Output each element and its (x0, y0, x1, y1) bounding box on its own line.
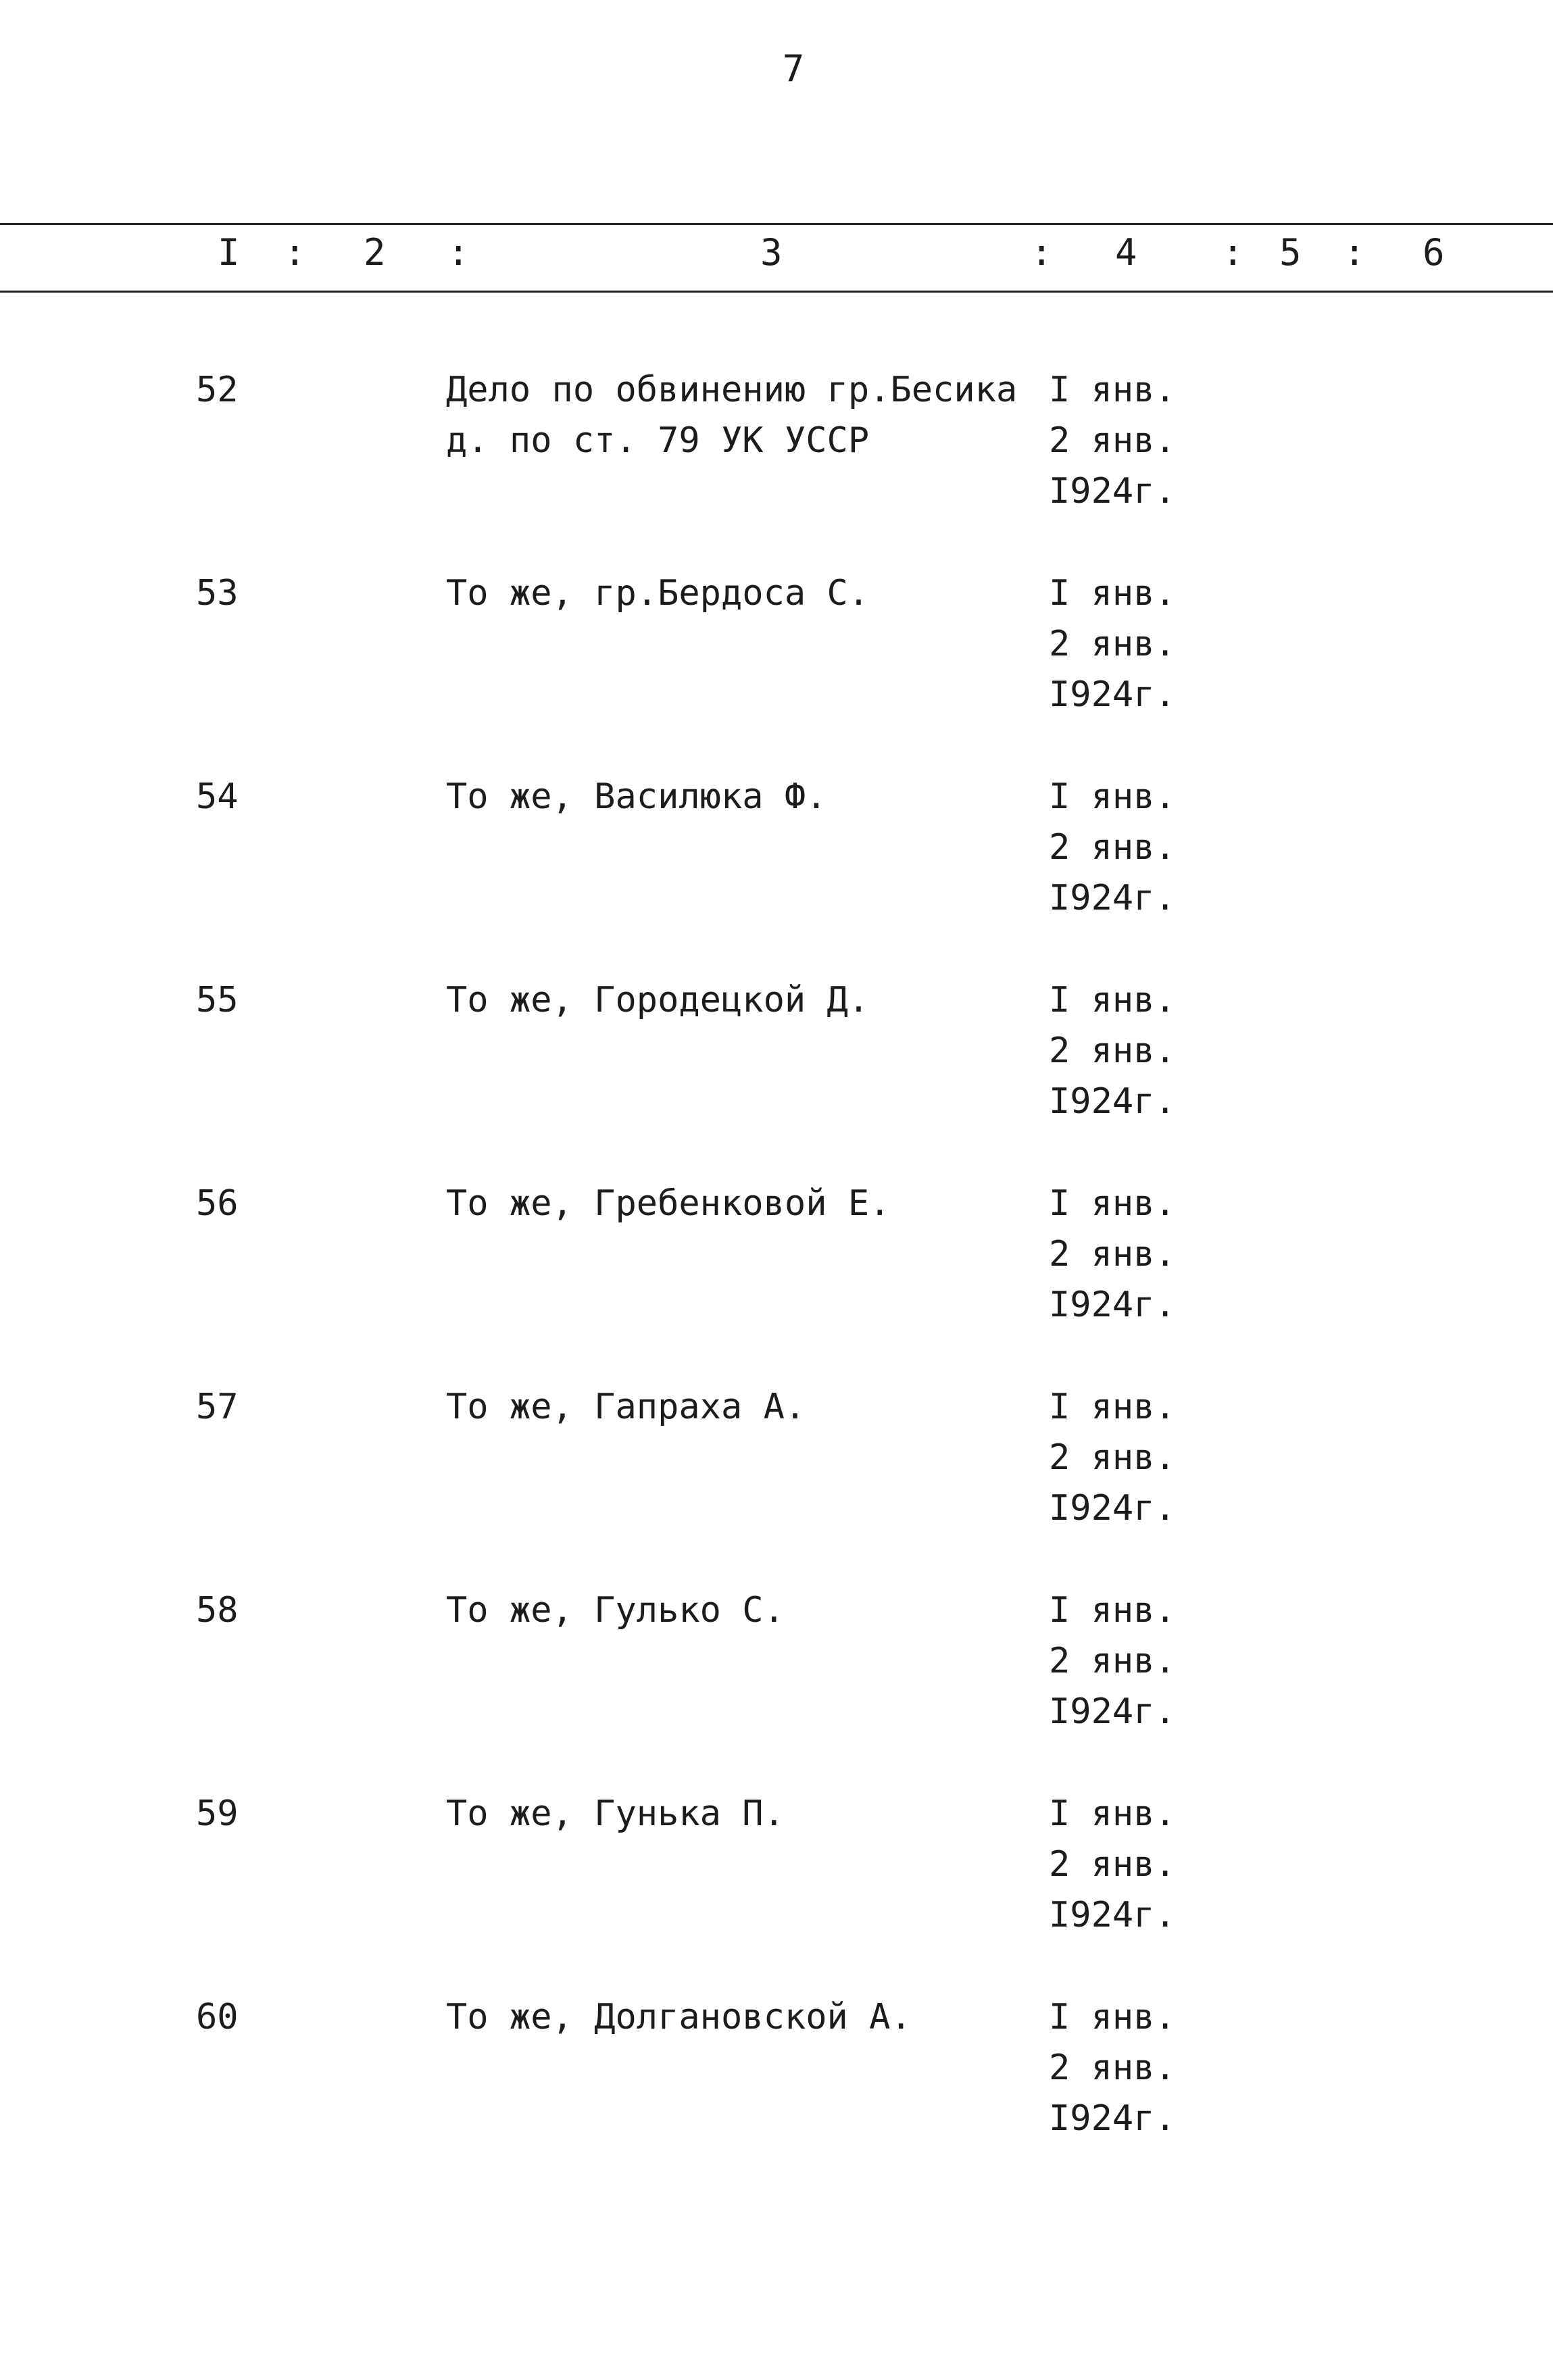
row-dates (1049, 1585, 1176, 1737)
date-line: I янв. (1049, 1387, 1176, 1427)
date-line: I924г. (1049, 1081, 1176, 1122)
description-line: То же, Гребенковой Е. (446, 1183, 891, 1224)
row-dates (1049, 1179, 1176, 1331)
date-line: I924г. (1049, 1691, 1176, 1732)
row-dates (1049, 1382, 1176, 1534)
row-description (446, 1179, 890, 1229)
date-line: 2 янв. (1049, 2048, 1176, 2088)
row-number: 59 (196, 1793, 239, 1834)
header-col-6: 6 (1423, 231, 1445, 274)
header-col-3: 3 (760, 231, 783, 274)
row-dates (1049, 365, 1176, 517)
row-description (446, 1382, 806, 1433)
table-top-rule (0, 223, 1553, 225)
description-line: То же, Василюка Ф. (446, 776, 827, 817)
row-number: 55 (196, 980, 239, 1020)
header-separator: : (447, 231, 470, 274)
description-line: То же, Гунька П. (446, 1793, 785, 1834)
date-line: 2 янв. (1049, 420, 1176, 461)
date-line: 2 янв. (1049, 827, 1176, 868)
row-description (446, 1585, 785, 1636)
row-dates (1049, 772, 1176, 924)
row-dates (1049, 975, 1176, 1127)
row-number: 52 (196, 370, 239, 410)
description-line: То же, Гулько С. (446, 1590, 785, 1631)
date-line: I янв. (1049, 573, 1176, 614)
header-col-5: 5 (1279, 231, 1302, 274)
row-number: 53 (196, 573, 239, 614)
row-number: 54 (196, 776, 239, 817)
description-line: То же, Гапраха А. (446, 1387, 806, 1427)
date-line: I924г. (1049, 674, 1176, 715)
date-line: I924г. (1049, 471, 1176, 512)
header-col-1: I (218, 231, 240, 274)
description-line: То же, Долгановской А. (446, 1997, 912, 2037)
row-description (446, 772, 827, 822)
description-line: То же, гр.Бердоса С. (446, 573, 870, 614)
date-line: 2 янв. (1049, 624, 1176, 664)
date-line: I янв. (1049, 980, 1176, 1020)
header-col-4: 4 (1115, 231, 1137, 274)
row-dates (1049, 568, 1176, 720)
date-line: I янв. (1049, 1590, 1176, 1631)
row-description (446, 1992, 912, 2043)
date-line: 2 янв. (1049, 1641, 1176, 1681)
header-separator: : (1031, 231, 1053, 274)
date-line: I янв. (1049, 1183, 1176, 1224)
date-line: 2 янв. (1049, 1437, 1176, 1478)
date-line: I924г. (1049, 1895, 1176, 1935)
row-description (446, 1789, 785, 1839)
row-description (446, 975, 869, 1026)
date-line: I янв. (1049, 1997, 1176, 2037)
row-number: 56 (196, 1183, 239, 1224)
table-header-rule (0, 291, 1553, 293)
date-line: I янв. (1049, 776, 1176, 817)
date-line: I янв. (1049, 1793, 1176, 1834)
page-number: 7 (782, 47, 805, 90)
date-line: I924г. (1049, 1285, 1176, 1325)
date-line: I янв. (1049, 370, 1176, 410)
row-description (446, 365, 1017, 466)
date-line: 2 янв. (1049, 1031, 1176, 1071)
date-line: 2 янв. (1049, 1844, 1176, 1885)
row-number: 60 (196, 1997, 239, 2037)
date-line: 2 янв. (1049, 1234, 1176, 1274)
header-col-2: 2 (364, 231, 386, 274)
date-line: I924г. (1049, 878, 1176, 918)
row-number: 58 (196, 1590, 239, 1631)
row-number: 57 (196, 1387, 239, 1427)
date-line: I924г. (1049, 2098, 1176, 2139)
header-separator: : (284, 231, 306, 274)
row-dates (1049, 1992, 1176, 2144)
row-description (446, 568, 869, 619)
description-line: д. по ст. 79 УК УССР (446, 420, 870, 461)
header-separator: : (1344, 231, 1366, 274)
description-line: То же, Городецкой Д. (446, 980, 870, 1020)
date-line: I924г. (1049, 1488, 1176, 1529)
description-line: Дело по обвинению гр.Бесика (446, 370, 1018, 410)
header-separator: : (1222, 231, 1244, 274)
row-dates (1049, 1789, 1176, 1941)
